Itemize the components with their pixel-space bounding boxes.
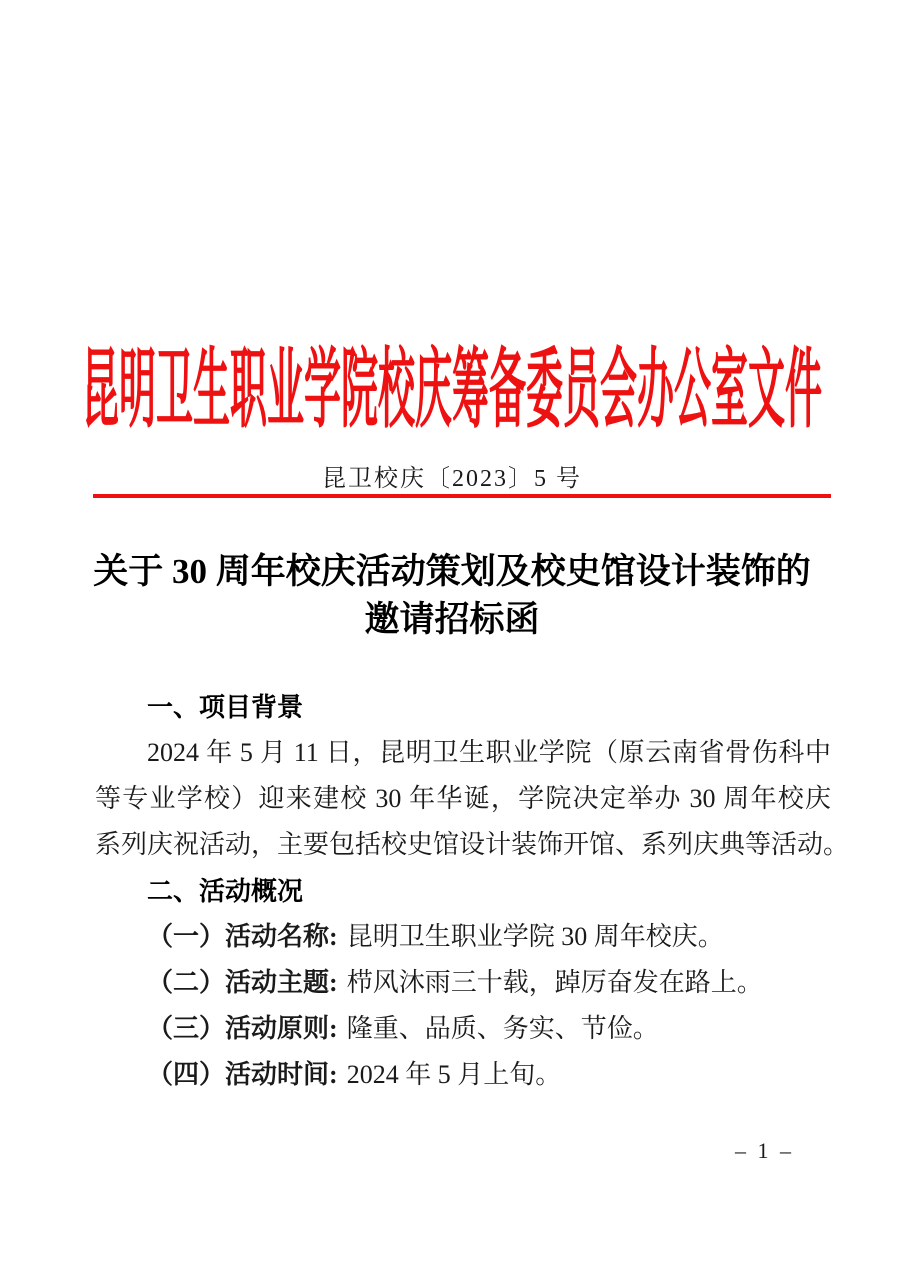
list-item-text: 昆明卫生职业学院 30 周年校庆。 (346, 922, 724, 951)
issuer-title: 昆明卫生职业学院校庆筹备委员会办公室文件 (82, 343, 822, 441)
list-item-text: 2024 年 5 月上旬。 (346, 1060, 562, 1089)
list-item-activity-theme (95, 960, 831, 1006)
section-heading-activity-overview: 二、活动概况 (147, 876, 304, 906)
section-heading-project-background: 一、项目背景 (147, 692, 304, 722)
document-body (95, 684, 850, 1098)
paragraph-line: 系列庆祝活动，主要包括校史馆设计装饰开馆、系列庆典等活动。 (95, 830, 850, 859)
paragraph-line: 等专业学校）迎来建校 30 年华诞，学院决定举办 30 周年校庆 (95, 784, 831, 813)
document-number: 昆卫校庆〔2023〕5 号 (322, 466, 582, 492)
red-masthead (0, 318, 904, 441)
list-item-activity-principle (95, 1006, 831, 1052)
document-title-line1: 关于 30 周年校庆活动策划及校史馆设计装饰的 (93, 552, 811, 591)
list-item-text: 栉风沐雨三十载，踔厉奋发在路上。 (346, 968, 763, 997)
red-separator-rule (93, 494, 831, 498)
document-title-line2: 邀请招标函 (364, 600, 540, 639)
list-item-label: （四）活动时间: (147, 1060, 338, 1089)
list-item-activity-time (95, 1052, 831, 1098)
list-item-text: 隆重、品质、务实、节俭。 (346, 1014, 659, 1043)
paragraph-line: 2024 年 5 月 11 日，昆明卫生职业学院（原云南省骨伤科中 (147, 738, 831, 767)
list-item-label: （二）活动主题: (147, 968, 338, 997)
list-item-label: （一）活动名称: (147, 922, 338, 951)
list-item-activity-name (95, 914, 831, 960)
page-number: – 1 – (735, 1138, 794, 1163)
document-title (60, 548, 844, 644)
list-item-label: （三）活动原则: (147, 1014, 338, 1043)
